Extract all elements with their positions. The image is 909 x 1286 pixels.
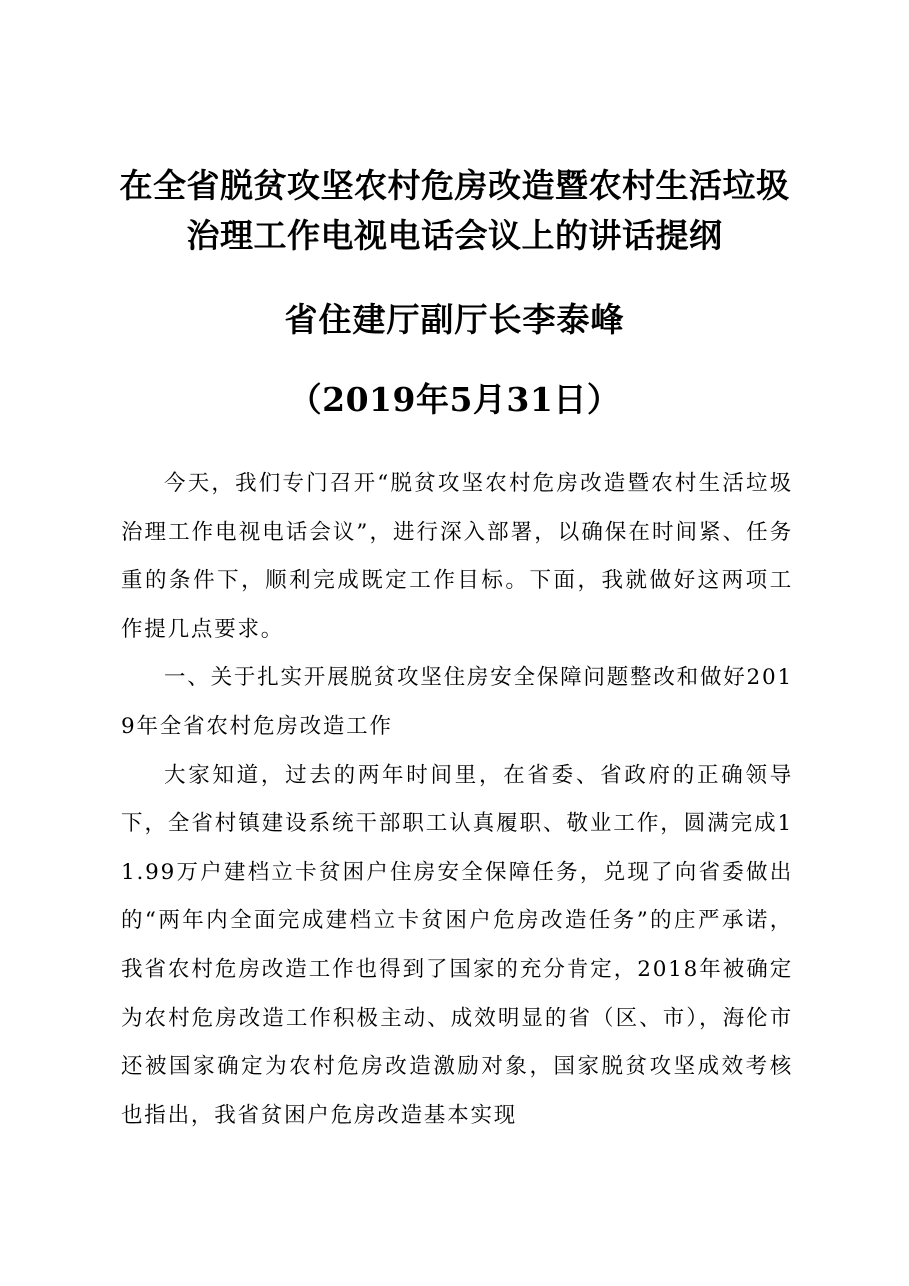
date-line: （2019年5月31日） bbox=[288, 380, 621, 419]
title-line-1: 在全省脱贫攻坚农村危房改造暨农村生活垃圾 bbox=[119, 166, 790, 205]
speaker-line: 省住建厅副厅长李泰峰 bbox=[284, 300, 625, 339]
paragraph-intro: 今天，我们专门召开“脱贫攻坚农村危房改造暨农村生活垃圾治理工作电视电话会议”，进行深入部署，以确保在时间紧、任务重的条件下，顺利完成既定工作目标。下面，我就做好这两项工作提几点要求。 bbox=[121, 471, 793, 642]
title-line-2: 治理工作电视电话会议上的讲话提纲 bbox=[186, 216, 723, 255]
paragraph-background: 大家知道，过去的两年时间里，在省委、省政府的正确领导下，全省村镇建设系统干部职工认真履职、敬业工作，圆满完成11.99万户建档立卡贫困户住房安全保障任务，兑现了向省委做出的“两年内全面完成建档立卡贫困户危房改造任务”的庄严承诺，我省农村危房改造工作也得到了国家的充分肯定，2018年被确定为农村危房改造工作积极主动、成效明显的省（区、市），海伦市还被国家确定为农村危房改造激励对象，国家脱贫攻坚成效考核也指出，我省贫困户危房改造基本实现 bbox=[121, 762, 793, 1128]
body-text bbox=[121, 460, 793, 1140]
paragraph-section-heading: 一、关于扎实开展脱贫攻坚住房安全保障问题整改和做好2019年全省农村危房改造工作 bbox=[121, 665, 793, 739]
